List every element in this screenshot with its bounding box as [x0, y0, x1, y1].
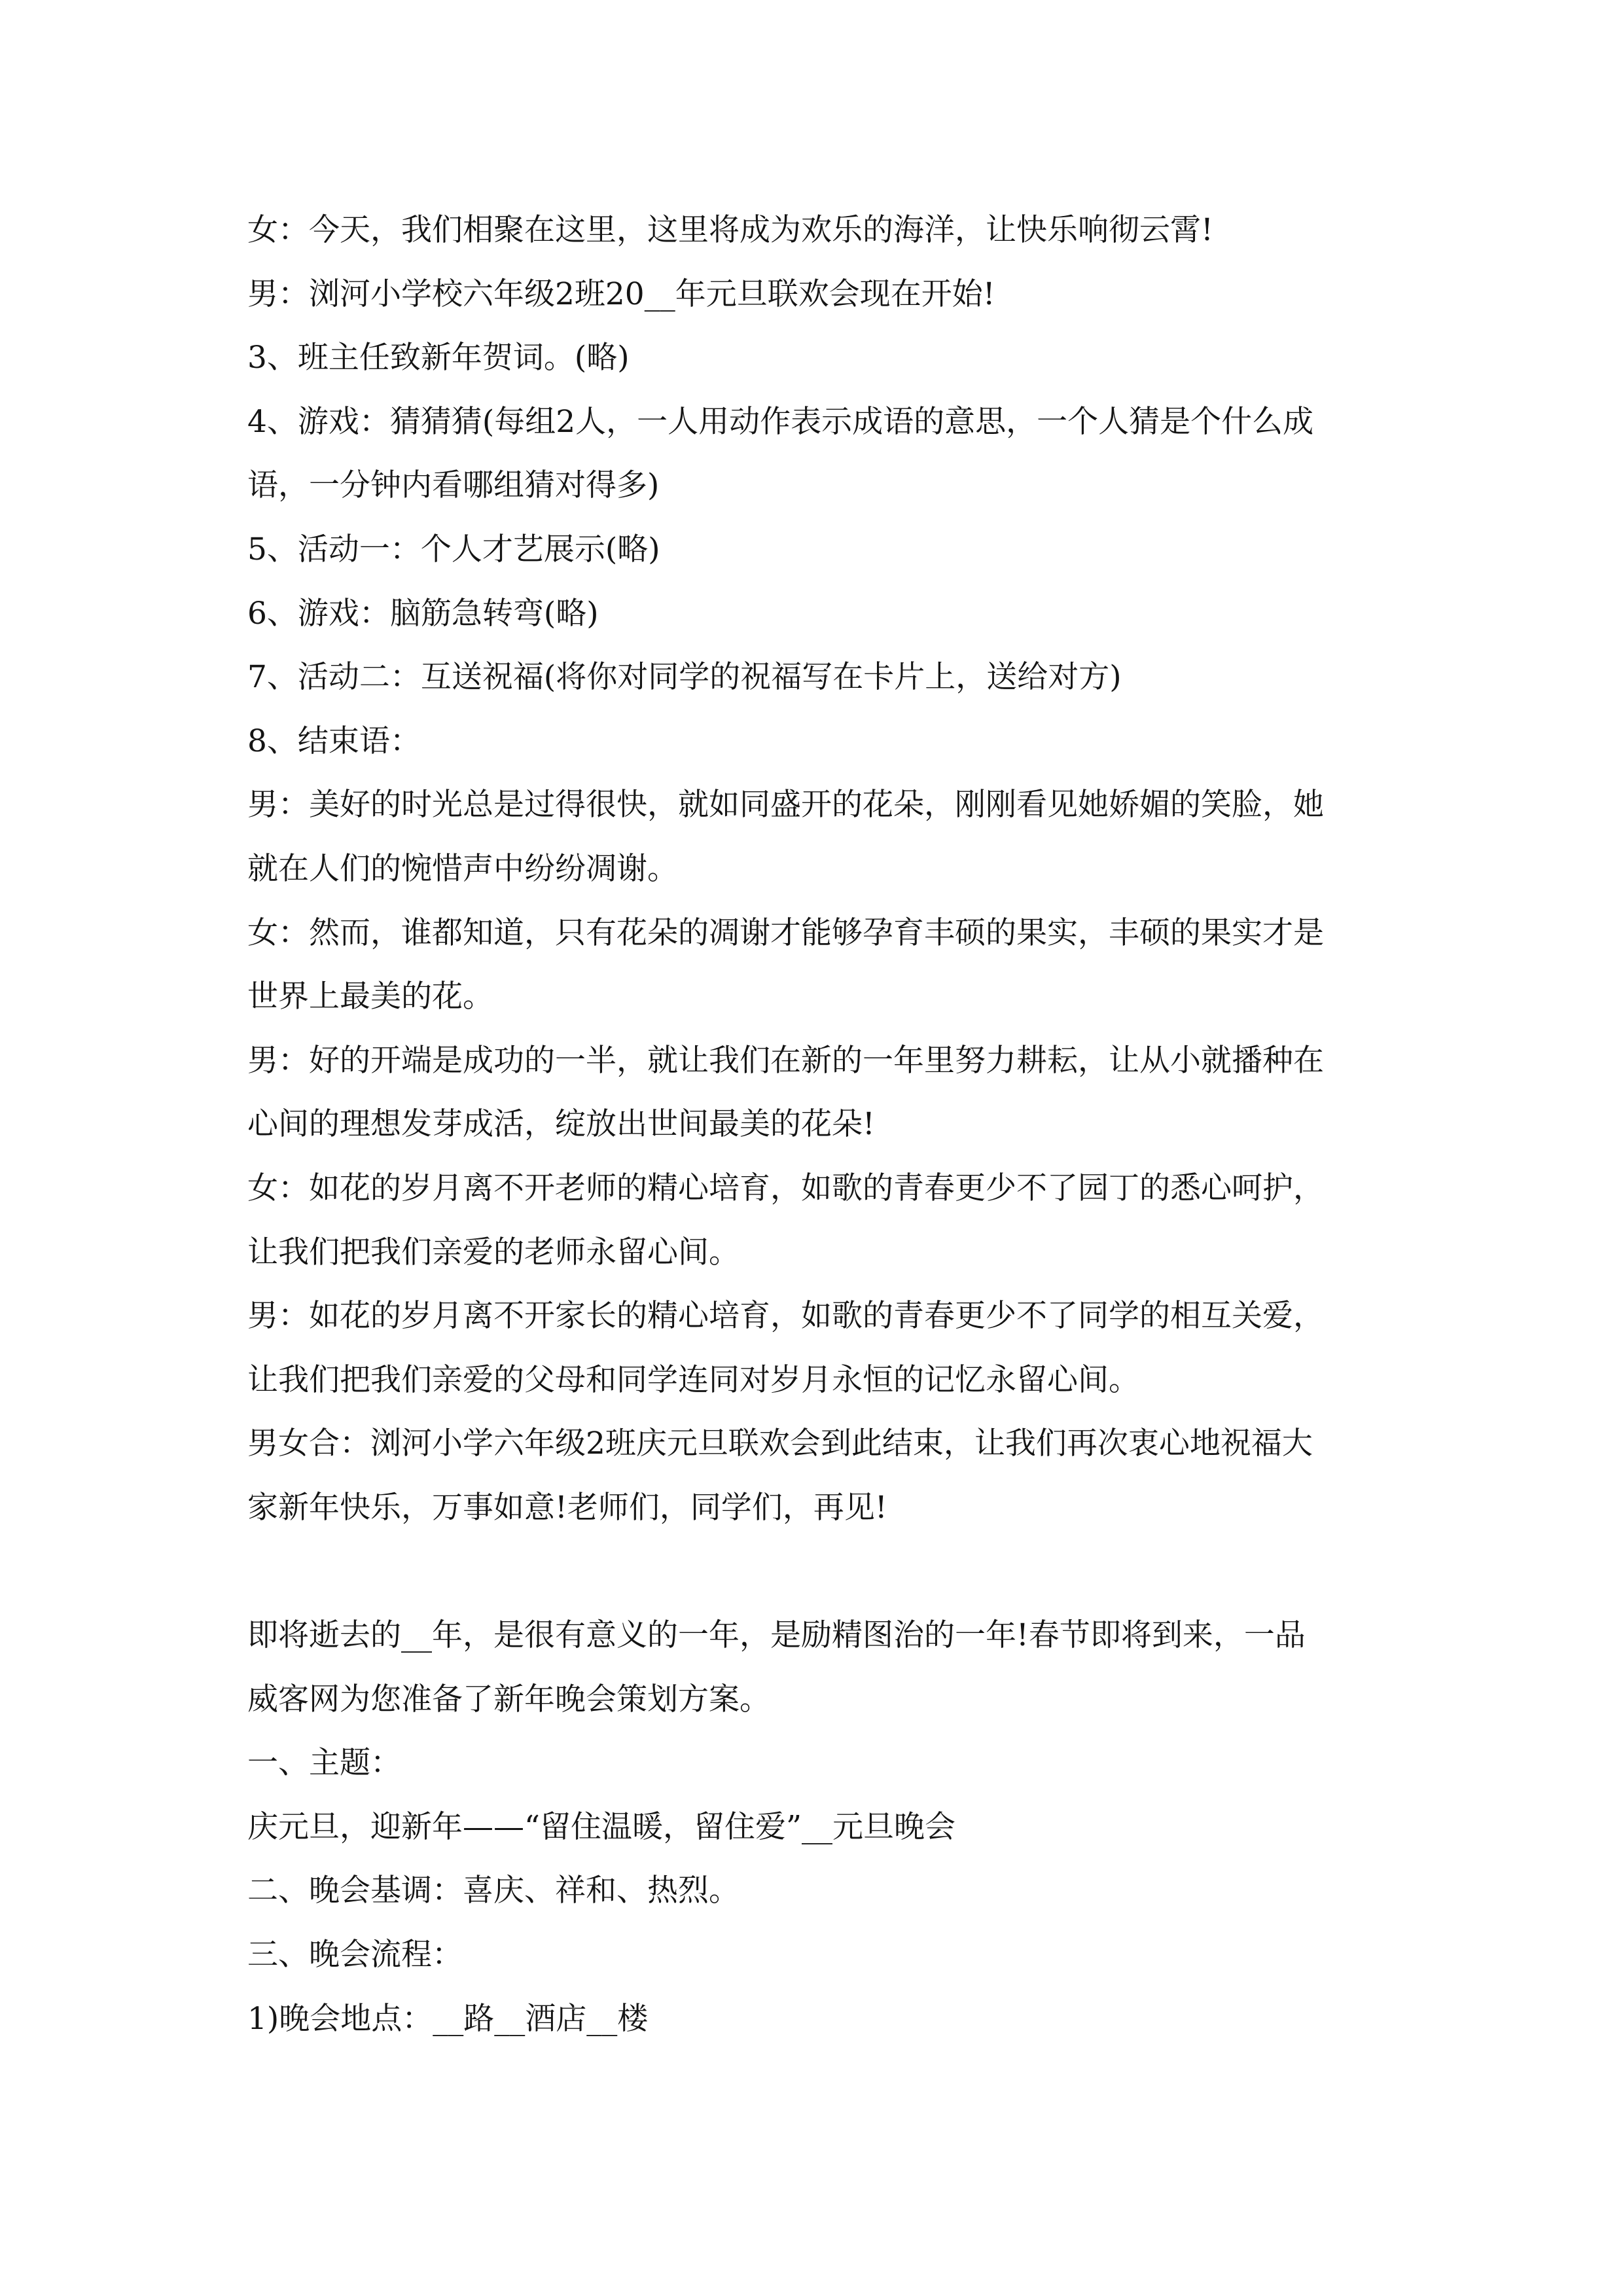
text-line: 一、主题：	[247, 1745, 401, 1782]
text-line: 家新年快乐，万事如意!老师们，同学们，再见!	[247, 1489, 887, 1526]
document-body	[247, 198, 1419, 2051]
text-line: 威客网为您准备了新年晚会策划方案。	[247, 1681, 770, 1717]
text-line: 5、活动一：个人才艺展示(略)	[247, 531, 660, 567]
text-line: 女：今天，我们相聚在这里，这里将成为欢乐的海洋，让快乐响彻云霄!	[247, 212, 1213, 248]
text-line: 心间的理想发芽成活，绽放出世间最美的花朵!	[247, 1106, 875, 1143]
section-gap	[247, 1539, 1419, 1604]
text-line: 女：如花的岁月离不开老师的精心培育，如歌的青春更少不了园丁的悉心呵护，	[247, 1170, 1324, 1206]
text-line: 7、活动二：互送祝福(将你对同学的祝福写在卡片上，送给对方)	[247, 659, 1122, 696]
text-line: 让我们把我们亲爱的老师永留心间。	[247, 1234, 740, 1270]
text-line: 男：美好的时光总是过得很快，就如同盛开的花朵，刚刚看见她娇媚的笑脸，她	[247, 787, 1324, 823]
text-line: 女：然而，谁都知道，只有花朵的凋谢才能够孕育丰硕的果实，丰硕的果实才是	[247, 914, 1324, 951]
text-line: 4、游戏：猜猜猜(每组2人，一人用动作表示成语的意思，一个人猜是个什么成	[247, 403, 1314, 440]
section-class-party-script	[247, 198, 1419, 1539]
text-line: 世界上最美的花。	[247, 978, 493, 1015]
text-line: 8、结束语：	[247, 723, 421, 759]
text-line: 让我们把我们亲爱的父母和同学连同对岁月永恒的记忆永留心间。	[247, 1361, 1139, 1398]
text-line: 6、游戏：脑筋急转弯(略)	[247, 595, 599, 632]
text-line: 3、班主任致新年贺词。(略)	[247, 340, 630, 376]
text-line: 男女合：浏河小学六年级2班庆元旦联欢会到此结束，让我们再次衷心地祝福大	[247, 1426, 1313, 1462]
text-line: 即将逝去的__年，是很有意义的一年，是励精图治的一年!春节即将到来，一品	[247, 1617, 1306, 1654]
text-line: 语，一分钟内看哪组猜对得多)	[247, 467, 660, 504]
section-new-year-party-plan	[247, 1604, 1419, 2051]
text-line: 三、晚会流程：	[247, 1937, 463, 1973]
text-line: 男：浏河小学校六年级2班20__年元旦联欢会现在开始!	[247, 276, 995, 312]
text-line: 就在人们的惋惜声中纷纷凋谢。	[247, 850, 678, 887]
text-line: 二、晚会基调：喜庆、祥和、热烈。	[247, 1873, 740, 1909]
text-line: 男：如花的岁月离不开家长的精心培育，如歌的青春更少不了同学的相互关爱，	[247, 1298, 1324, 1335]
text-line: 1)晚会地点：__路__酒店__楼	[247, 2000, 649, 2037]
text-line: 男：好的开端是成功的一半，就让我们在新的一年里努力耕耘，让从小就播种在	[247, 1042, 1324, 1079]
text-line: 庆元旦，迎新年——“留住温暖，留住爱”__元旦晚会	[247, 1808, 956, 1845]
